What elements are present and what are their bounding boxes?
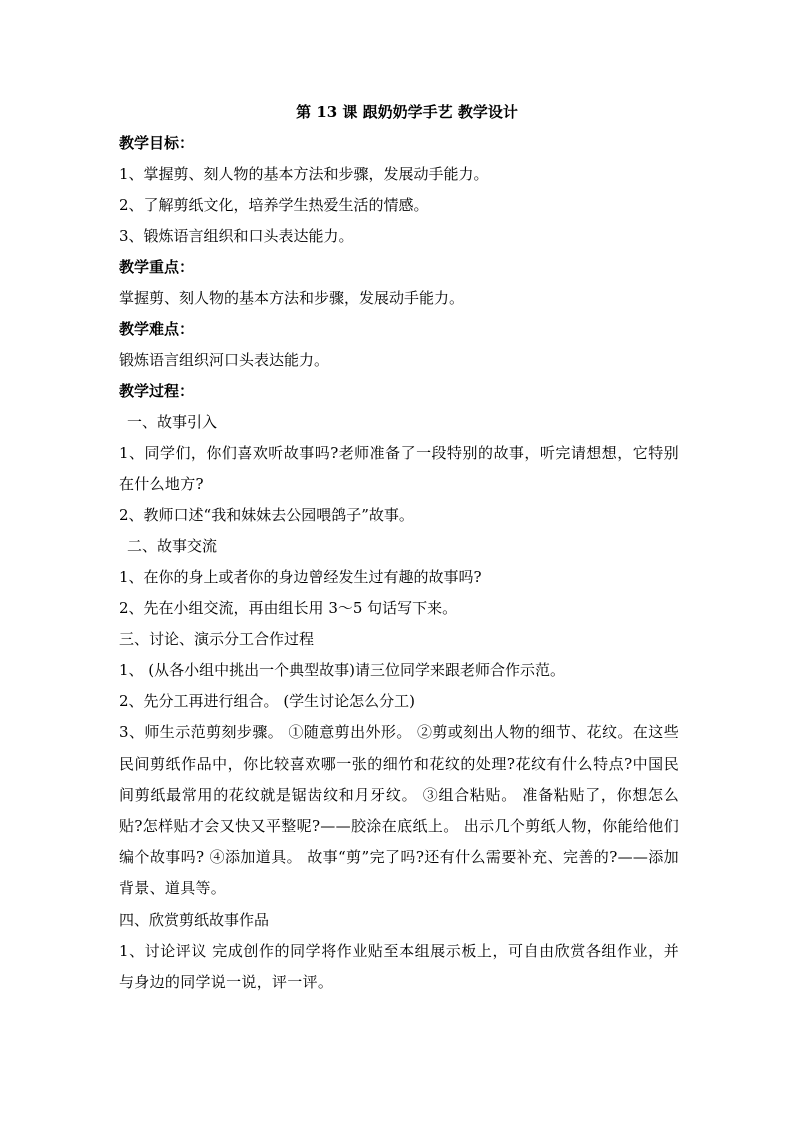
section-title: 三、讨论、演示分工合作过程 (119, 630, 315, 649)
section-item: 2、先在小组交流，再由组长用 3～5 句话写下来。 (119, 599, 458, 618)
section-title: 四、欣赏剪纸故事作品 (119, 910, 270, 929)
objective-item: 2、了解剪纸文化，培养学生热爱生活的情感。 (119, 196, 429, 214)
process-heading: 教学过程： (119, 382, 195, 400)
section-item: 2、先分工再进行组合。 (学生讨论怎么分工) (119, 692, 416, 711)
section-item: 1、 (从各小组中挑出一个典型故事)请三位同学来跟老师合作示范。 (119, 661, 566, 680)
objectives-heading: 教学目标： (119, 134, 195, 152)
objective-item: 3、锻炼语言组织和口头表达能力。 (119, 227, 354, 245)
objective-item: 1、掌握剪、刻人物的基本方法和步骤，发展动手能力。 (119, 165, 489, 183)
difficulties-text: 锻炼语言组织河口头表达能力。 (119, 351, 330, 369)
section-item: 3、师生示范剪刻步骤。 ①随意剪出外形。 ②剪或刻出人物的细节、花纹。在这些民间剪纸作品中，你比较喜欢哪一张的细竹和花纹的处理?花纹有什么特点?中国民间剪纸最常用的花纹就是锯齿纹和月牙纹。 ③组合粘贴。 准备粘贴了，你想怎么贴?怎样贴才会又快又平整呢?——胶涂在底纸上。 出示几个剪纸人物，你能给他们编个故事吗? ④添加道具。 故事“剪”完了吗?还有什么需要补充、完善的?——添加背景、道具等。 (119, 723, 679, 898)
section-item: 1、同学们，你们喜欢听故事吗?老师准备了一段特别的故事，听完请想想，它特别在什么地方? (119, 444, 679, 494)
section-item: 2、教师口述“我和妹妹去公园喂鸽子”故事。 (119, 506, 414, 525)
section-title: 一、故事引入 (127, 413, 218, 431)
document-page (119, 96, 679, 998)
section-item: 1、讨论评议 完成创作的同学将作业贴至本组展示板上，可自由欣赏各组作业，并与身边的同学说一说，评一评。 (119, 941, 679, 991)
section-item: 1、在你的身上或者你的身边曾经发生过有趣的故事吗? (119, 568, 482, 587)
key-points-heading: 教学重点： (119, 258, 195, 276)
section-title: 二、故事交流 (127, 537, 218, 556)
difficulties-heading: 教学难点： (119, 320, 195, 338)
document-title: 第 13 课 跟奶奶学手艺 教学设计 (296, 103, 518, 121)
key-points-text: 掌握剪、刻人物的基本方法和步骤，发展动手能力。 (119, 289, 465, 307)
